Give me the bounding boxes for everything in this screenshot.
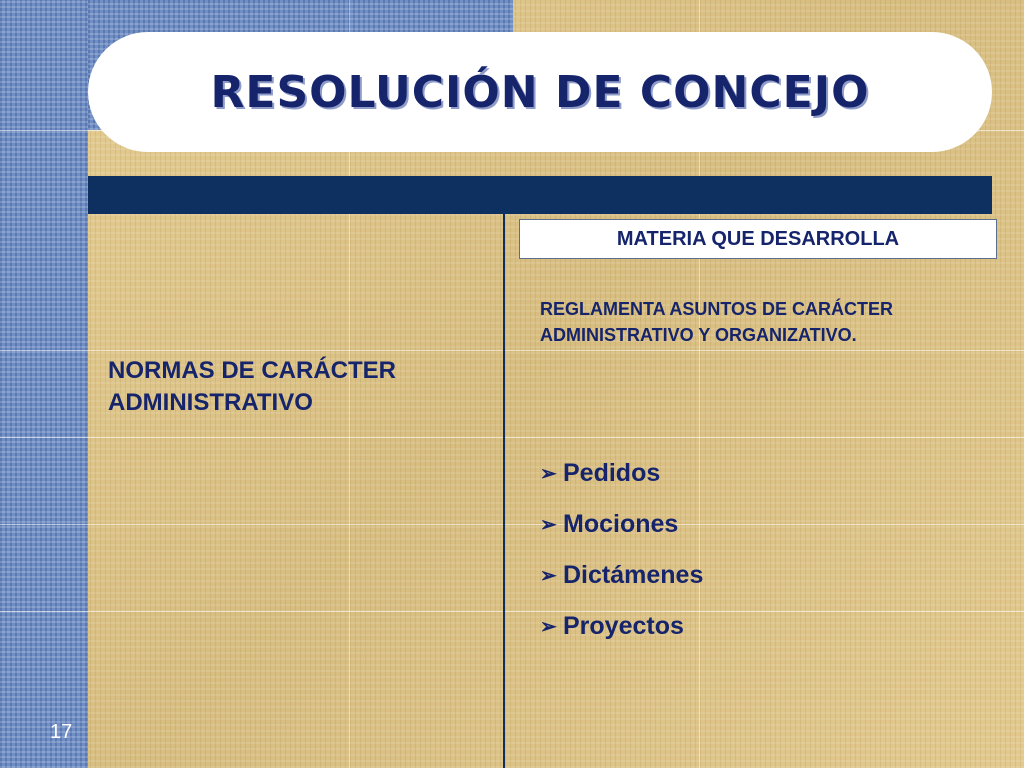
grid-line [0, 437, 1024, 438]
list-item [540, 601, 703, 652]
materia-list [540, 448, 703, 652]
table-header-bar [88, 176, 992, 214]
list-item-label: Mociones [563, 510, 679, 538]
blue-texture-strip-left [0, 0, 88, 768]
list-item-label: Pedidos [563, 459, 661, 487]
list-item [540, 448, 703, 499]
grid-line [0, 350, 1024, 351]
title-banner [88, 32, 992, 152]
normas-heading: NORMAS DE CARÁCTER ADMINISTRATIVO [108, 357, 396, 416]
arrow-bullet-icon: ➢ [540, 616, 557, 638]
column-header-label: MATERIA QUE DESARROLLA [616, 227, 900, 250]
grid-line [0, 611, 1024, 612]
list-item-label: Dictámenes [563, 561, 704, 589]
list-item [540, 499, 703, 550]
list-item [540, 550, 703, 601]
arrow-bullet-icon: ➢ [540, 514, 557, 536]
list-item-label: Proyectos [563, 612, 684, 640]
column-header-box [519, 219, 997, 259]
slide-title: RESOLUCIÓN DE CONCEJO [210, 66, 870, 118]
arrow-bullet-icon: ➢ [540, 463, 557, 485]
slide-number: 17 [50, 721, 73, 743]
column-divider [503, 176, 505, 768]
grid-line [0, 524, 1024, 525]
materia-description: REGLAMENTA ASUNTOS DE CARÁCTER ADMINISTRATIVO Y ORGANIZATIVO. [540, 299, 894, 345]
arrow-bullet-icon: ➢ [540, 565, 557, 587]
